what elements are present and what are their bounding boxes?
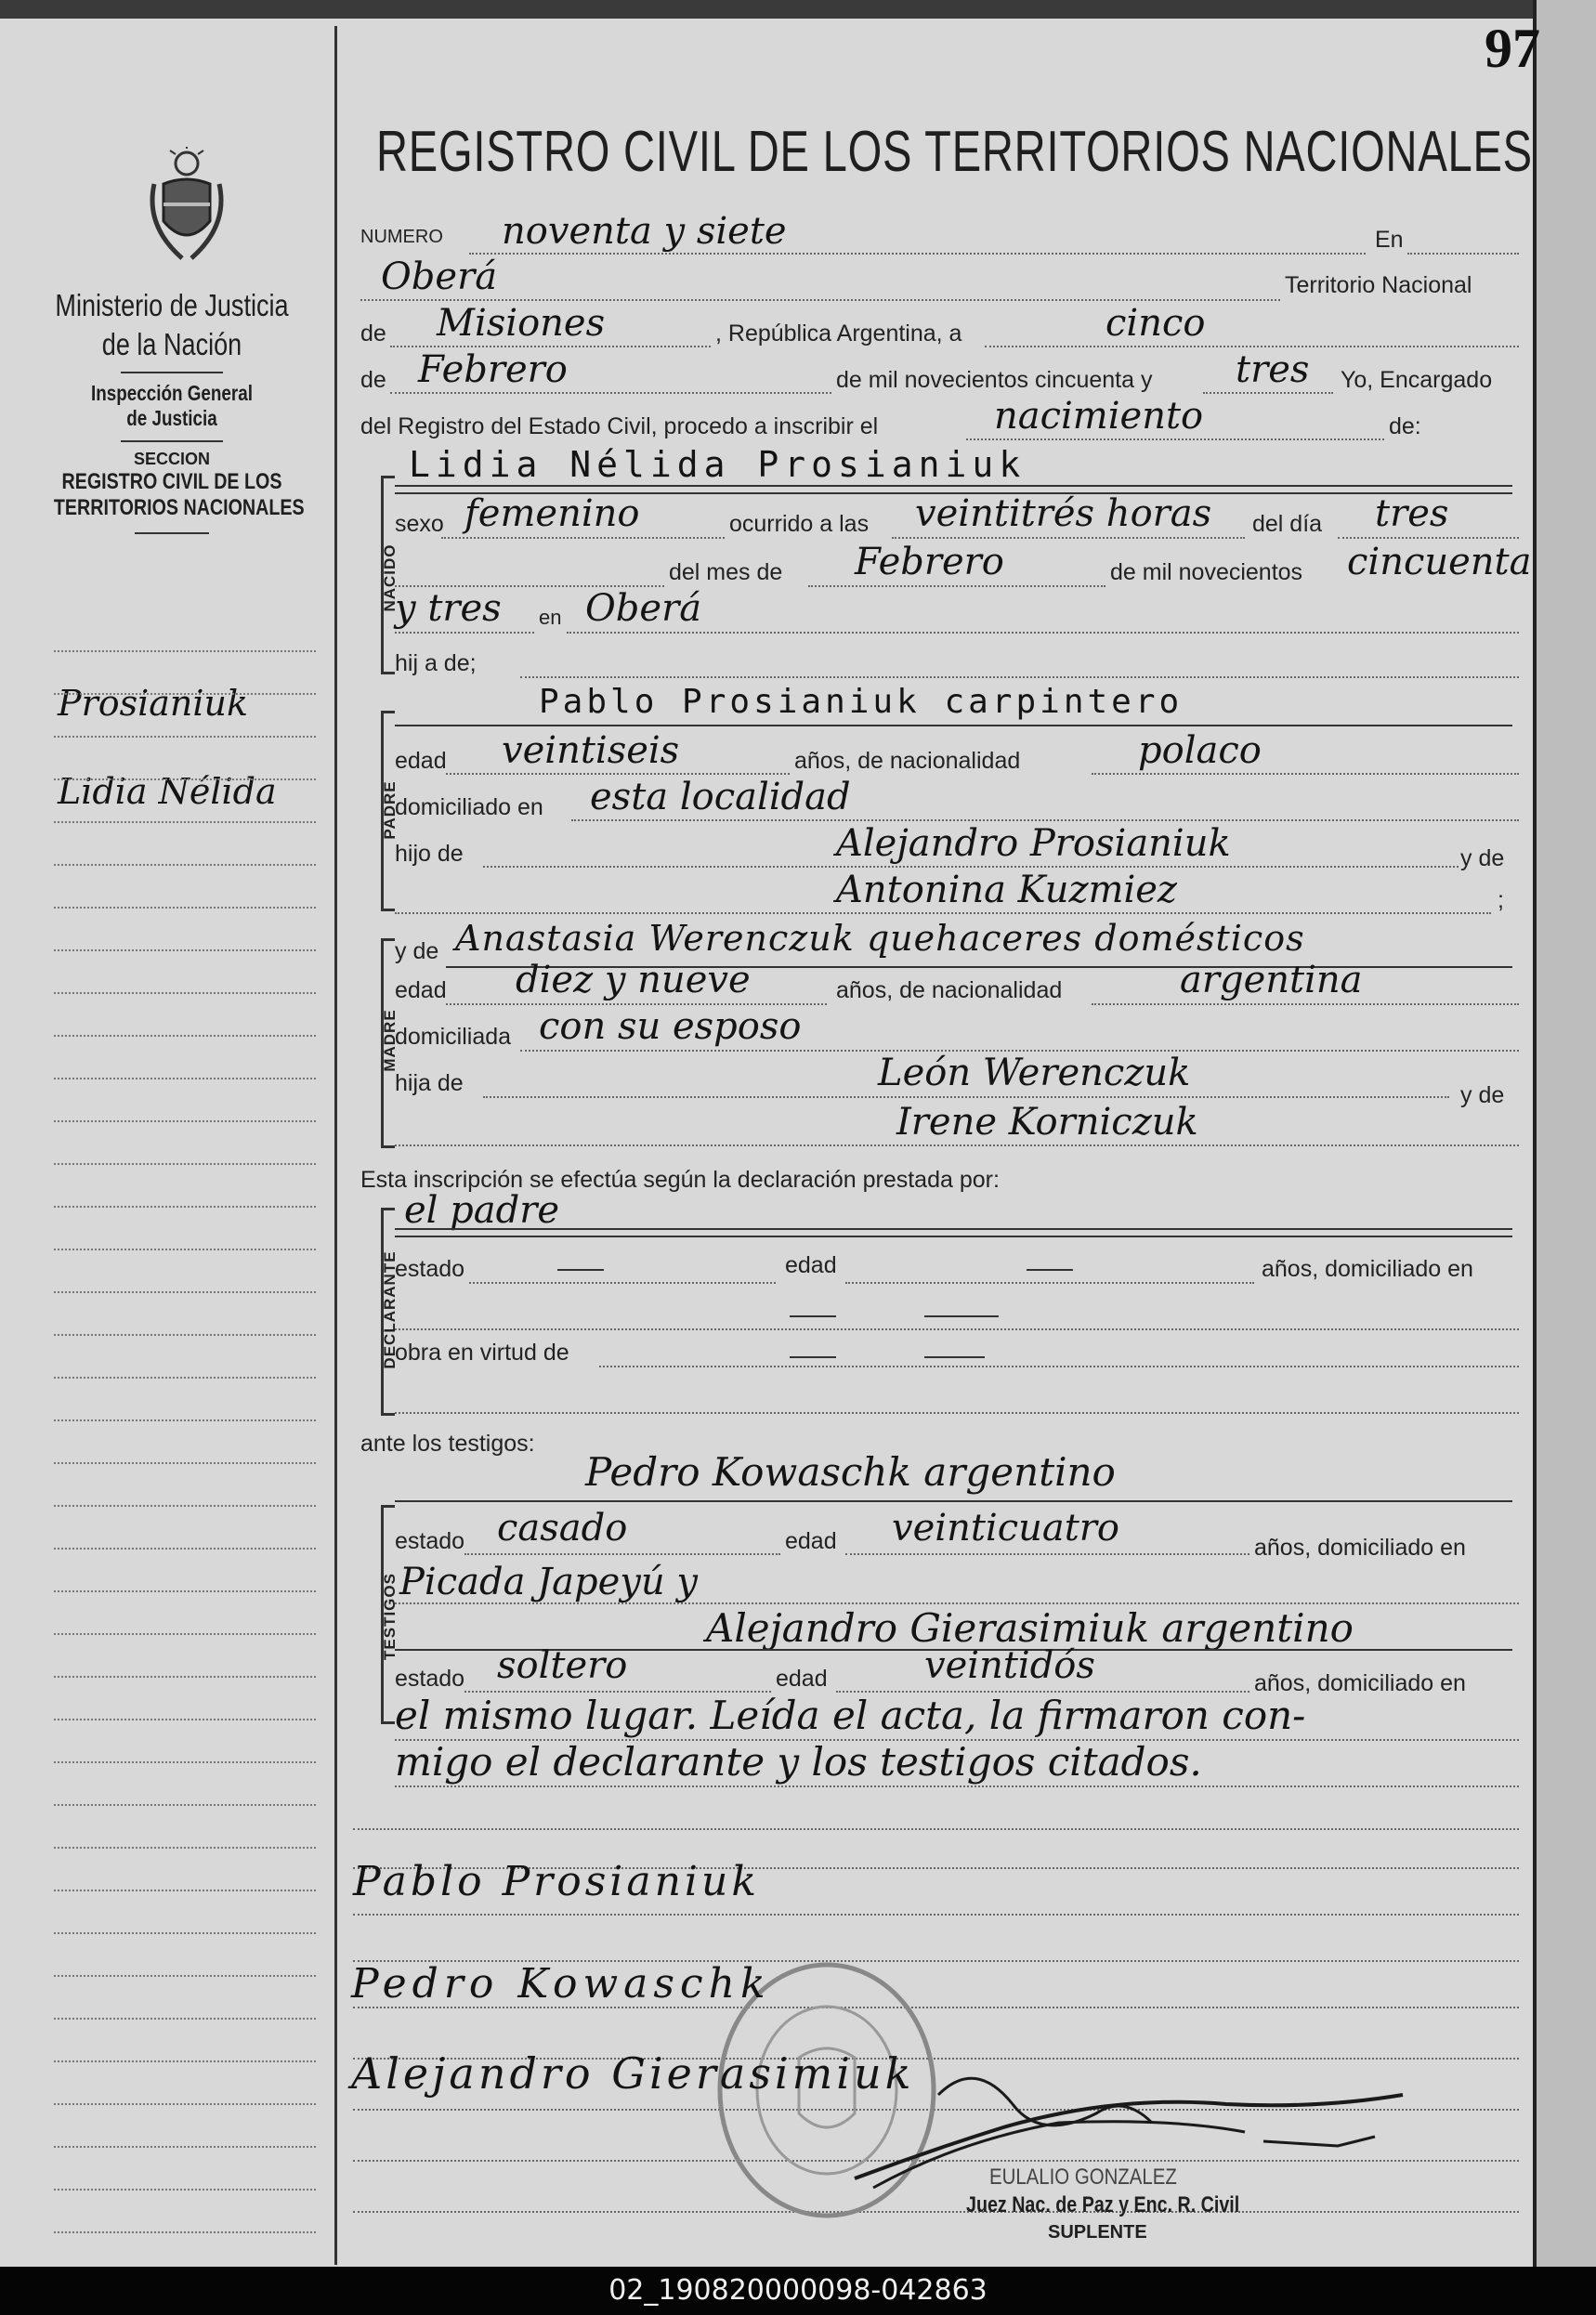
ocurrido-label: ocurrido a las <box>729 511 870 537</box>
year-value: tres <box>1236 348 1310 391</box>
testigo1-value: Pedro Kowaschk argentino <box>585 1449 1116 1495</box>
en-label-2: en <box>539 606 562 629</box>
place-value: Oberá <box>381 255 498 298</box>
section-label-madre: MADRE <box>381 1009 399 1072</box>
dash-mark <box>924 1356 985 1358</box>
margin-divider <box>334 26 337 2265</box>
dash-mark <box>790 1315 836 1317</box>
document-title: REGISTRO CIVIL DE LOS TERRITORIOS NACIONALES <box>376 120 1533 184</box>
dotted-line <box>360 299 1280 301</box>
testigo1-estado-label: estado <box>395 1528 465 1554</box>
top-edge-shadow <box>0 0 1596 19</box>
margin-dotted-line <box>54 1761 316 1763</box>
margin-dotted-line <box>54 864 316 866</box>
birth-year-value2: y tres <box>395 587 502 630</box>
birth-year-value1: cincuenta <box>1347 541 1532 583</box>
dotted-line <box>571 819 1519 821</box>
dotted-line <box>483 866 1459 868</box>
margin-dotted-line <box>54 2146 316 2148</box>
declarante-intro: Esta inscripción se efectúa según la declaración prestada por: <box>360 1167 1000 1193</box>
solid-line <box>395 1228 1512 1230</box>
testigo1-anos-label: años, domiciliado en <box>1254 1535 1466 1561</box>
dotted-line <box>845 1553 1249 1555</box>
margin-dotted-line <box>54 736 316 738</box>
testigo1-edad-value: veinticuatro <box>892 1507 1119 1550</box>
margin-dotted-line <box>54 1120 316 1122</box>
margin-dotted-line <box>54 2103 316 2105</box>
margin-dotted-line <box>54 1163 316 1165</box>
registro-label: del Registro del Estado Civil, procedo a inscribir el <box>360 413 879 439</box>
dotted-line <box>395 1602 1519 1604</box>
dotted-line <box>353 1828 1519 1830</box>
judge-name: EULALIO GONZALEZ <box>989 2165 1177 2190</box>
dotted-line <box>464 1553 780 1555</box>
dotted-line <box>1092 773 1519 775</box>
birth-month-value: Febrero <box>855 541 1004 583</box>
section-line1: REGISTRO CIVIL DE LOS <box>61 469 282 494</box>
ministry-line1: Ministerio de Justicia <box>55 288 289 322</box>
dotted-line <box>469 1282 776 1284</box>
numero-value: noventa y siete <box>502 210 787 253</box>
solid-line <box>395 725 1512 726</box>
testigo1-domicilio-value: Picada Japeyú y <box>399 1561 698 1603</box>
birth-day-value: tres <box>1375 492 1449 535</box>
margin-dotted-line <box>54 1505 316 1507</box>
mil-label: de mil novecientos cincuenta y <box>836 367 1153 393</box>
mother-name: Anastasia Werenczuk quehaceres domésticos <box>455 918 1305 959</box>
closing-line1: el mismo lugar. Leída el acta, la firmaron con- <box>395 1693 1306 1738</box>
section-label: SECCION <box>133 450 210 468</box>
dotted-line <box>390 346 711 347</box>
margin-given-names: Lidia Nélida <box>58 771 277 812</box>
hijo-label: hij a de; <box>395 650 477 676</box>
dotted-line <box>1092 1003 1519 1005</box>
dotted-line <box>395 1144 1519 1146</box>
father-y-de-label: y de <box>1460 845 1505 871</box>
dotted-line <box>395 1328 1519 1330</box>
de-colon-label: de: <box>1389 413 1421 439</box>
margin-dotted-line <box>54 1462 316 1464</box>
coat-of-arms-icon <box>145 147 229 268</box>
father-edad-label: edad <box>395 748 447 774</box>
margin-dotted-line <box>54 2018 316 2020</box>
mother-edad-value: diez y nueve <box>516 959 751 1001</box>
solid-line <box>395 485 1512 487</box>
margin-dotted-line <box>54 1334 316 1336</box>
margin-dotted-line <box>54 1035 316 1037</box>
judge-title: Juez Nac. de Paz y Enc. R. Civil <box>966 2192 1240 2217</box>
mother-anos-label: años, de nacionalidad <box>836 977 1063 1003</box>
en-label: En <box>1375 227 1404 253</box>
declarante-anos-label: años, domiciliado en <box>1262 1256 1473 1282</box>
inspection-line1: Inspección General <box>90 381 253 405</box>
father-semicolon: ; <box>1498 887 1504 913</box>
testigo2-value: Alejandro Gierasimiuk argentino <box>706 1605 1354 1651</box>
mother-nacionalidad-value: argentina <box>1180 959 1363 1001</box>
mother-hija-de-label: hija de <box>395 1070 464 1096</box>
margin-dotted-line <box>54 778 316 780</box>
ministry-line2: de la Nación <box>101 327 242 361</box>
divider <box>121 440 223 442</box>
dash-mark <box>790 1356 836 1358</box>
margin-dotted-line <box>54 1847 316 1849</box>
margin-dotted-line <box>54 1419 316 1421</box>
testigo1-edad-label: edad <box>785 1528 837 1554</box>
mother-mother-value: Irene Korniczuk <box>896 1101 1198 1144</box>
act-type: nacimiento <box>994 395 1204 438</box>
testigo2-estado-label: estado <box>395 1666 465 1692</box>
mother-domiciliada-label: domiciliada <box>395 1024 512 1050</box>
margin-dotted-line <box>54 2231 316 2233</box>
territorio-label: Territorio Nacional <box>1285 272 1472 298</box>
father-father-value: Alejandro Prosianiuk <box>836 822 1231 865</box>
mes-label: del mes de <box>669 559 783 585</box>
republica-label: , República Argentina, a <box>715 320 962 347</box>
inspection-line2: de Justicia <box>126 406 217 430</box>
dotted-line <box>446 773 790 775</box>
dotted-line <box>395 632 534 634</box>
father-domicilio-value: esta localidad <box>590 776 851 818</box>
ministry-heading <box>28 288 316 534</box>
father-anos-label: años, de nacionalidad <box>794 748 1021 774</box>
margin-dotted-line <box>54 1975 316 1977</box>
dotted-line <box>395 1785 1519 1787</box>
dash-mark <box>557 1269 604 1271</box>
dotted-line <box>966 438 1384 440</box>
testigo2-edad-value: veintidós <box>924 1644 1095 1687</box>
sexo-label: sexo <box>395 511 444 537</box>
dotted-line <box>1338 537 1519 539</box>
margin-dotted-line <box>54 1590 316 1592</box>
father-name: Pablo Prosianiuk carpintero <box>539 683 1184 721</box>
dotted-line <box>469 253 1366 255</box>
del-dia-label: del día <box>1252 511 1323 537</box>
right-page-edge <box>1535 0 1596 2267</box>
declarante-edad-label: edad <box>785 1252 837 1278</box>
dotted-line <box>985 346 1519 347</box>
mother-y-de-label2: y de <box>1460 1082 1505 1108</box>
signature-1: Pablo Prosianiuk <box>353 1858 760 1905</box>
obra-label: obra en virtud de <box>395 1340 569 1366</box>
dotted-line <box>599 1366 1519 1367</box>
testigo2-anos-label: años, domiciliado en <box>1254 1670 1466 1696</box>
father-domiciliado-label: domiciliado en <box>395 794 543 820</box>
sexo-value: femenino <box>464 492 640 535</box>
dotted-line <box>1407 253 1519 255</box>
testigo2-edad-label: edad <box>776 1666 828 1692</box>
de-label-2: de <box>360 367 386 393</box>
margin-dotted-line <box>54 1249 316 1250</box>
dash-mark <box>1027 1269 1073 1271</box>
margin-dotted-line <box>54 821 316 823</box>
territory-value: Misiones <box>437 302 606 345</box>
section-label-testigos: TESTIGOS <box>381 1573 399 1660</box>
margin-dotted-line <box>54 1932 316 1934</box>
margin-dotted-line <box>54 1078 316 1079</box>
dash-mark <box>924 1315 999 1317</box>
month-value: Febrero <box>418 348 568 391</box>
margin-dotted-line <box>54 693 316 695</box>
day-value: cinco <box>1105 302 1206 345</box>
margin-dotted-line <box>54 1206 316 1208</box>
margin-dotted-line <box>54 1633 316 1635</box>
testigo1-estado-value: casado <box>497 1507 628 1550</box>
dotted-line <box>483 1096 1449 1098</box>
dotted-line <box>395 1412 1519 1414</box>
dotted-line <box>567 632 1519 634</box>
signature-3: Alejandro Gierasimiuk <box>351 2048 915 2099</box>
margin-dotted-line <box>54 2189 316 2191</box>
dotted-line <box>520 676 1519 678</box>
margin-dotted-line <box>54 650 316 652</box>
dotted-line <box>390 392 831 394</box>
margin-dotted-line <box>54 949 316 951</box>
divider <box>135 532 209 534</box>
testigo2-estado-value: soltero <box>497 1644 628 1687</box>
margin-dotted-line <box>54 1291 316 1293</box>
declarante-estado-label: estado <box>395 1256 465 1282</box>
page-number: 97 <box>1485 18 1540 79</box>
mother-domicilio-value: con su esposo <box>539 1005 802 1048</box>
margin-dotted-line <box>54 2060 316 2062</box>
closing-line2: migo el declarante y los testigos citados. <box>395 1739 1202 1785</box>
dotted-line <box>845 1282 1254 1284</box>
numero-label: NUMERO <box>360 227 443 247</box>
mother-y-de-label: y de <box>395 938 439 964</box>
child-name: Lidia Nélida Prosianiuk <box>409 444 1027 485</box>
father-hijo-de-label: hijo de <box>395 841 464 867</box>
dotted-line <box>892 537 1245 539</box>
testigos-intro: ante los testigos: <box>360 1431 535 1457</box>
section-label-nacido: NACIDO <box>381 543 399 612</box>
margin-dotted-line <box>54 1804 316 1806</box>
declarante-value: el padre <box>404 1189 560 1232</box>
mil-label-2: de mil novecientos <box>1110 559 1303 585</box>
divider <box>121 372 223 373</box>
margin-dotted-line <box>54 1676 316 1678</box>
yo-label: Yo, Encargado <box>1341 367 1493 393</box>
hour-value: veintitrés horas <box>915 492 1212 535</box>
de-label: de <box>360 320 386 347</box>
father-nacionalidad-value: polaco <box>1138 729 1262 772</box>
margin-surname: Prosianiuk <box>58 683 249 724</box>
margin-dotted-line <box>54 1719 316 1720</box>
margin-dotted-line <box>54 1548 316 1550</box>
margin-dotted-line <box>54 1890 316 1891</box>
father-mother-value: Antonina Kuzmiez <box>836 869 1177 911</box>
image-id-footer: 02_190820000098-042863 <box>0 2267 1596 2315</box>
margin-dotted-line <box>54 907 316 909</box>
section-label-declarante: DECLARANTE <box>381 1250 399 1369</box>
margin-dotted-line <box>54 1377 316 1379</box>
right-border-rule <box>1533 0 1537 2267</box>
dotted-line <box>808 585 1105 587</box>
mother-father-value: León Werenczuk <box>878 1052 1191 1094</box>
dotted-line <box>353 1914 1519 1916</box>
solid-line <box>395 1236 1512 1237</box>
solid-line <box>395 1500 1512 1502</box>
section-line2: TERRITORIOS NACIONALES <box>53 495 305 520</box>
judge-role: SUPLENTE <box>1048 2222 1147 2243</box>
dotted-line <box>395 912 1491 914</box>
mother-edad-label: edad <box>395 977 447 1003</box>
section-label-padre: PADRE <box>381 780 399 840</box>
dotted-line <box>441 537 725 539</box>
signature-2: Pedro Kowaschk <box>351 1960 771 2008</box>
father-edad-value: veintiseis <box>502 729 680 772</box>
birth-place-value: Oberá <box>585 587 702 630</box>
margin-dotted-line <box>54 992 316 994</box>
dotted-line <box>1203 392 1333 394</box>
